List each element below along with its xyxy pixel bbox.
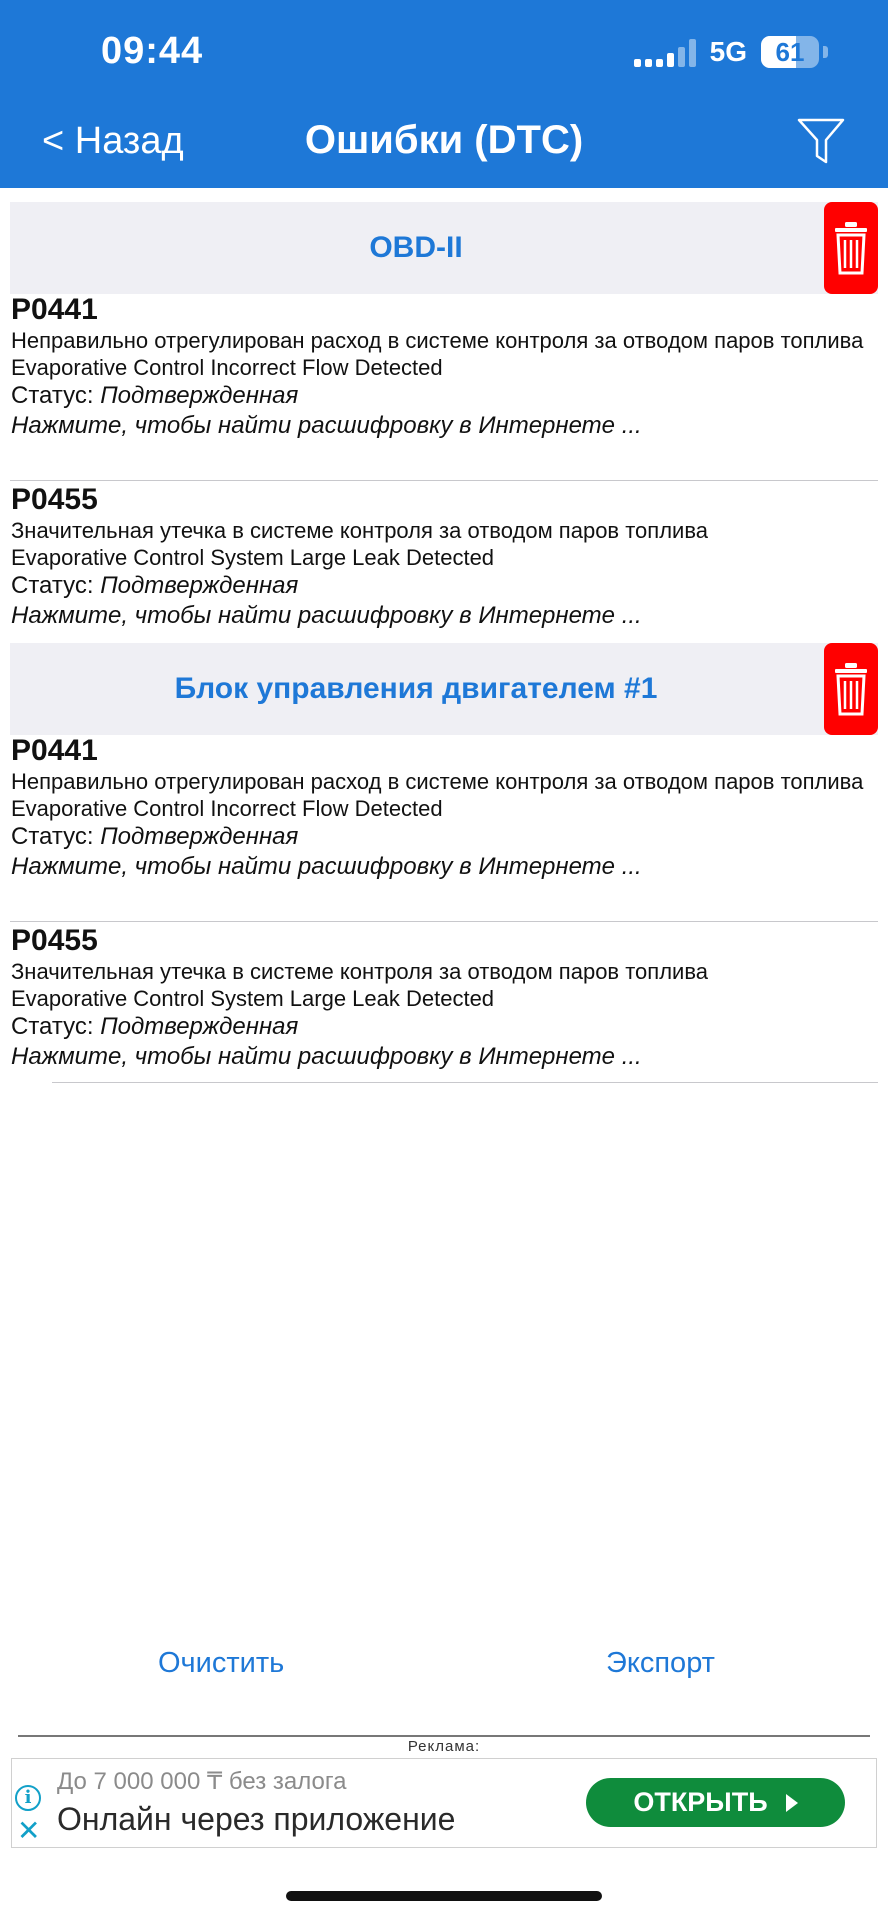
export-button[interactable]: Экспорт bbox=[606, 1647, 715, 1679]
dtc-description-en: Evaporative Control Incorrect Flow Detected bbox=[11, 796, 443, 821]
dtc-description-en: Evaporative Control System Large Leak Detected bbox=[11, 545, 495, 570]
clear-button[interactable]: Очистить bbox=[158, 1647, 285, 1679]
dtc-item[interactable] bbox=[11, 293, 877, 441]
dtc-status-value: Подтвержденная bbox=[100, 382, 299, 409]
row-divider bbox=[10, 921, 878, 922]
dtc-lookup-hint: Нажмите, чтобы найти расшифровку в Интернете ... bbox=[11, 853, 642, 880]
dtc-status-value: Подтвержденная bbox=[100, 572, 299, 599]
dtc-code: P0455 bbox=[11, 483, 98, 516]
dtc-lookup-hint: Нажмите, чтобы найти расшифровку в Интернете ... bbox=[11, 602, 642, 629]
dtc-lookup-hint: Нажмите, чтобы найти расшифровку в Интернете ... bbox=[11, 1043, 642, 1070]
dtc-description-ru: Значительная утечка в системе контроля за отводом паров топлива bbox=[11, 959, 709, 984]
dtc-description-ru: Неправильно отрегулирован расход в системе контроля за отводом паров топлива bbox=[11, 328, 864, 353]
ad-open-button[interactable] bbox=[586, 1778, 845, 1827]
dtc-item[interactable] bbox=[11, 924, 877, 1072]
section-header-obd2 bbox=[10, 202, 878, 294]
section-title: Блок управления двигателем #1 bbox=[174, 672, 658, 705]
delete-section-button[interactable] bbox=[824, 643, 878, 735]
close-icon[interactable]: ✕ bbox=[17, 1815, 41, 1846]
ad-banner[interactable] bbox=[11, 1758, 877, 1848]
ad-subtitle: До 7 000 000 ₸ без залога bbox=[57, 1768, 347, 1795]
dtc-description-ru: Неправильно отрегулирован расход в системе контроля за отводом паров топлива bbox=[11, 769, 864, 794]
dtc-status: Статус: Подтвержденная bbox=[11, 823, 299, 850]
dtc-status: Статус: Подтвержденная bbox=[11, 382, 299, 409]
back-button[interactable]: < Назад bbox=[42, 120, 184, 162]
dtc-status-value: Подтвержденная bbox=[100, 1013, 299, 1040]
play-arrow-icon bbox=[786, 1794, 798, 1812]
delete-section-button[interactable] bbox=[824, 202, 878, 294]
dtc-status: Статус: Подтвержденная bbox=[11, 572, 299, 599]
ad-divider bbox=[18, 1735, 870, 1737]
ad-label: Реклама: bbox=[407, 1738, 481, 1755]
dtc-status-value: Подтвержденная bbox=[100, 823, 299, 850]
dtc-description-ru: Значительная утечка в системе контроля за отводом паров топлива bbox=[11, 518, 709, 543]
network-type: 5G bbox=[709, 36, 747, 67]
dtc-description-en: Evaporative Control System Large Leak Detected bbox=[11, 986, 495, 1011]
status-time: 09:44 bbox=[101, 30, 204, 72]
dtc-status: Статус: Подтвержденная bbox=[11, 1013, 299, 1040]
dtc-lookup-hint: Нажмите, чтобы найти расшифровку в Интернете ... bbox=[11, 412, 642, 439]
status-indicators bbox=[634, 36, 828, 68]
dtc-code: P0455 bbox=[11, 924, 98, 957]
dtc-code: P0441 bbox=[11, 293, 98, 326]
home-indicator[interactable] bbox=[286, 1891, 602, 1901]
filter-icon[interactable] bbox=[796, 116, 846, 168]
ad-headline: Онлайн через приложение bbox=[57, 1801, 456, 1837]
battery-icon bbox=[761, 36, 819, 68]
trash-icon bbox=[833, 661, 869, 717]
row-divider bbox=[10, 480, 878, 481]
row-divider bbox=[52, 1082, 878, 1083]
dtc-item[interactable] bbox=[11, 483, 877, 631]
dtc-code: P0441 bbox=[11, 734, 98, 767]
dtc-item[interactable] bbox=[11, 734, 877, 882]
signal-icon bbox=[634, 37, 696, 67]
section-header-ecu bbox=[10, 643, 878, 735]
info-icon[interactable]: i bbox=[15, 1785, 41, 1811]
battery-percent: 61 bbox=[775, 37, 805, 67]
dtc-description-en: Evaporative Control Incorrect Flow Detected bbox=[11, 355, 443, 380]
page-title: Ошибки (DTC) bbox=[304, 118, 584, 162]
nav-header bbox=[0, 0, 888, 188]
ad-open-label: ОТКРЫТЬ bbox=[633, 1787, 768, 1817]
section-title: OBD-II bbox=[369, 231, 463, 264]
trash-icon bbox=[833, 220, 869, 276]
